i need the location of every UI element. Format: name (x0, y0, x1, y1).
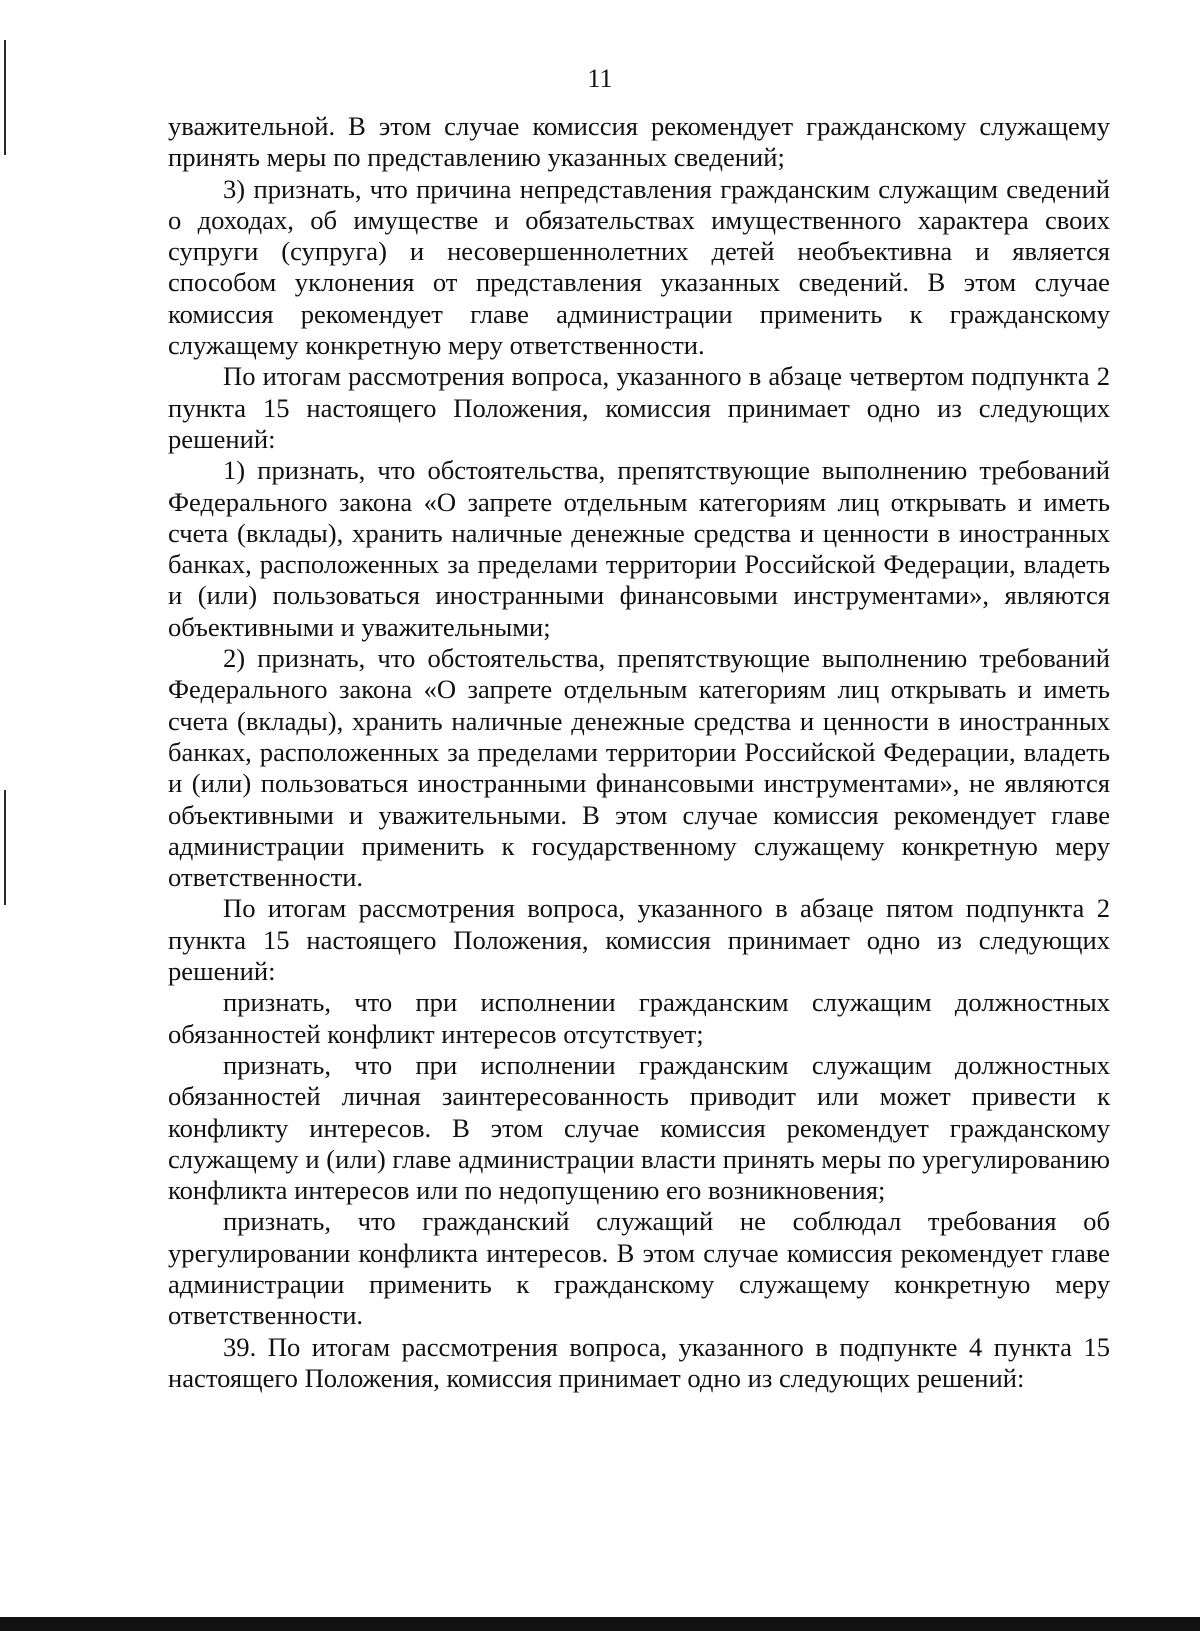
scan-edge-mark (4, 40, 6, 155)
scan-bottom-edge (0, 1617, 1200, 1631)
paragraph: 39. По итогам рассмотрения вопроса, указанного в подпункте 4 пункта 15 настоящего Положения, комиссия принимает одно из следующих решений: (168, 1331, 1110, 1393)
scan-edge-mark (4, 790, 6, 905)
paragraph: 1) признать, что обстоятельства, препятствующие выполнению требований Федерального закона «О запрете отдельным категориям лиц открывать и иметь счета (вклады), хранить наличные денежные средства и ценности в иностранных банках, расположенных за пределами территории Российской Федерации, владеть и (или) пользоваться иностранными финансовыми инструментами», являются объективными и уважительными; (168, 455, 1110, 642)
page-number: 11 (587, 64, 613, 93)
document-body (168, 111, 1110, 1394)
paragraph: признать, что при исполнении гражданским служащим должностных обязанностей личная заинтересованность приводит или может привести к конфликту интересов. В этом случае комиссия рекомендует гражданскому служащему и (или) главе администрации власти принять меры по урегулированию конфликта интересов или по недопущению его возникновения; (168, 1049, 1110, 1206)
paragraph: 2) признать, что обстоятельства, препятствующие выполнению требований Федерального закона «О запрете отдельным категориям лиц открывать и иметь счета (вклады), хранить наличные денежные средства и ценности в иностранных банках, расположенных за пределами территории Российской Федерации, владеть и (или) пользоваться иностранными финансовыми инструментами», не являются объективными и уважительными. В этом случае комиссия рекомендует главе администрации применить к государственному служащему конкретную меру ответственности. (168, 643, 1110, 893)
paragraph: 3) признать, что причина непредставления гражданским служащим сведений о доходах, об имуществе и обязательствах имущественного характера своих супруги (супруга) и несовершеннолетних детей необъективна и является способом уклонения от представления указанных сведений. В этом случае комиссия рекомендует главе администрации применить к гражданскому служащему конкретную меру ответственности. (168, 173, 1110, 361)
paragraph: признать, что гражданский служащий не соблюдал требования об урегулировании конфликта интересов. В этом случае комиссия рекомендует главе администрации применить к гражданскому служащему конкретную меру ответственности. (168, 1206, 1110, 1331)
paragraph: По итогам рассмотрения вопроса, указанного в абзаце пятом подпункта 2 пункта 15 настоящего Положения, комиссия принимает одно из следующих решений: (168, 893, 1110, 987)
paragraph: признать, что при исполнении гражданским служащим должностных обязанностей конфликт интересов отсутствует; (168, 987, 1110, 1049)
paragraph: По итогам рассмотрения вопроса, указанного в абзаце четвертом подпункта 2 пункта 15 настоящего Положения, комиссия принимает одно из следующих решений: (168, 361, 1110, 454)
paragraph: уважительной. В этом случае комиссия рекомендует гражданскому служащему принять меры по представлению указанных сведений; (168, 111, 1110, 173)
